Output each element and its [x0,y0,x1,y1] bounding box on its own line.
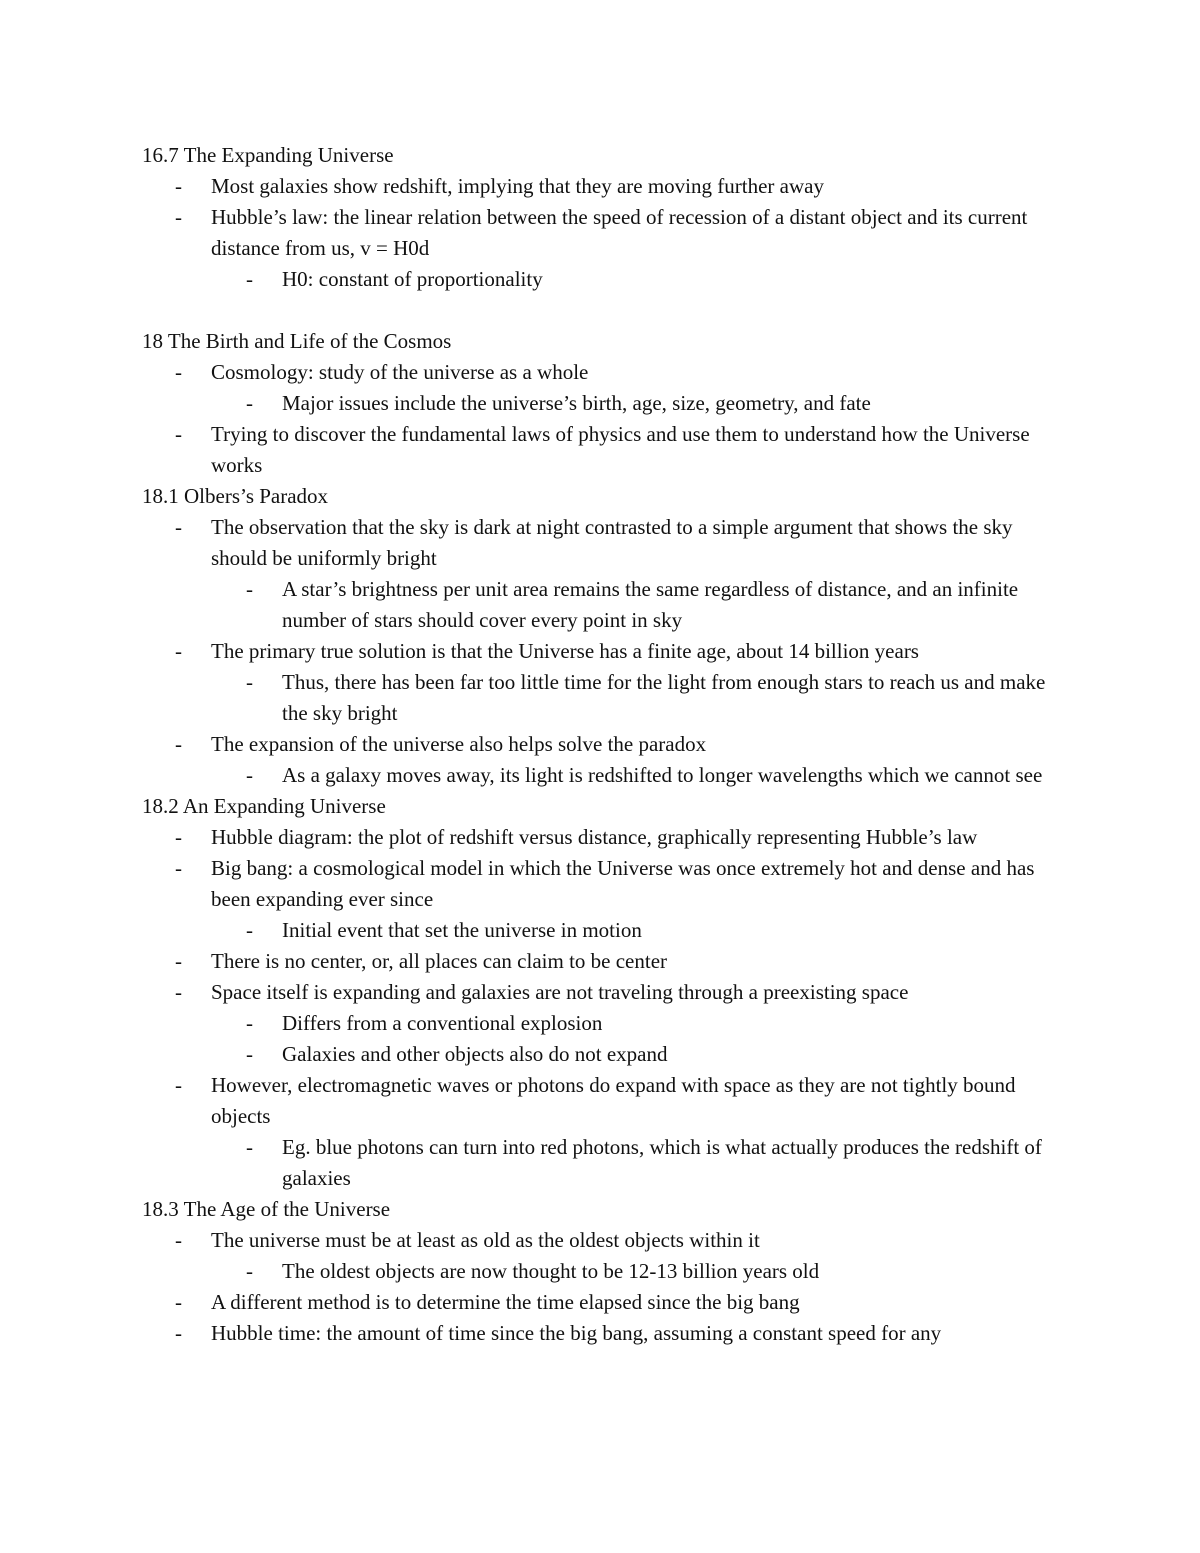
bullet-dash: - [246,763,253,787]
list-item [142,977,1072,1008]
bullet-dash: - [175,1073,182,1097]
list-item [142,1039,1072,1070]
list-item [142,853,1072,915]
section-heading: 18 The Birth and Life of the Cosmos [142,329,452,353]
list-item [142,1318,1072,1349]
bullet-dash: - [175,515,182,539]
list-item [142,636,1072,667]
list-item-text: Differs from a conventional explosion [282,1011,603,1035]
bullet-dash: - [246,577,253,601]
list-item-text: Galaxies and other objects also do not expand [282,1042,668,1066]
list-item-text: Big bang: a cosmological model in which the Universe was once extremely hot and dense and has been expanding ever since [211,856,1035,911]
spacer [142,295,1072,326]
list-item-text: However, electromagnetic waves or photons do expand with space as they are not tightly bound objects [211,1073,1016,1128]
bullet-dash: - [246,1011,253,1035]
section-heading: 18.1 Olbers’s Paradox [142,484,329,508]
section-heading: 16.7 The Expanding Universe [142,143,394,167]
list-item-text: Hubble time: the amount of time since the big bang, assuming a constant speed for any [211,1321,942,1345]
bullet-dash: - [175,1228,182,1252]
list-item [142,822,1072,853]
bullet-dash: - [175,1290,182,1314]
list-item [142,1008,1072,1039]
bullet-dash: - [246,1135,253,1159]
list-item [142,202,1072,264]
list-item-text: Thus, there has been far too little time for the light from enough stars to reach us and make the sky bright [282,670,1046,725]
list-item-text: There is no center, or, all places can claim to be center [211,949,668,973]
list-item [142,264,1072,295]
list-item [142,915,1072,946]
bullet-dash: - [175,205,182,229]
list-item [142,1070,1072,1132]
list-item-text: A star’s brightness per unit area remains the same regardless of distance, and an infinite number of stars should cover every point in sky [282,577,1019,632]
bullet-dash: - [175,732,182,756]
list-item-text: The primary true solution is that the Universe has a finite age, about 14 billion years [211,639,919,663]
bullet-dash: - [246,918,253,942]
list-item [142,388,1072,419]
list-item [142,667,1072,729]
list-item [142,1287,1072,1318]
bullet-dash: - [175,639,182,663]
list-item-text: As a galaxy moves away, its light is redshifted to longer wavelengths which we cannot see [282,763,1043,787]
list-item [142,171,1072,202]
list-item-text: The observation that the sky is dark at night contrasted to a simple argument that shows the sky should be uniformly bright [211,515,1013,570]
section-heading: 18.2 An Expanding Universe [142,794,386,818]
list-item [142,357,1072,388]
list-item [142,1256,1072,1287]
bullet-dash: - [246,391,253,415]
list-item-text: Initial event that set the universe in motion [282,918,642,942]
list-item [142,574,1072,636]
bullet-dash: - [175,360,182,384]
list-item-text: H0: constant of proportionality [282,267,543,291]
section-heading: 18.3 The Age of the Universe [142,1197,391,1221]
bullet-dash: - [175,856,182,880]
list-item [142,1225,1072,1256]
bullet-dash: - [175,174,182,198]
list-item-text: Most galaxies show redshift, implying that they are moving further away [211,174,824,198]
list-item-text: Major issues include the universe’s birth, age, size, geometry, and fate [282,391,871,415]
list-item [142,729,1072,760]
bullet-dash: - [246,1259,253,1283]
list-item-text: The expansion of the universe also helps solve the paradox [211,732,707,756]
bullet-dash: - [246,670,253,694]
list-item-text: Trying to discover the fundamental laws of physics and use them to understand how the Universe works [211,422,1030,477]
list-item-text: Cosmology: study of the universe as a whole [211,360,589,384]
list-item [142,1132,1072,1194]
list-item [142,512,1072,574]
list-item-text: The oldest objects are now thought to be 12-13 billion years old [282,1259,820,1283]
list-item [142,760,1072,791]
list-item-text: Eg. blue photons can turn into red photons, which is what actually produces the redshift of galaxies [282,1135,1042,1190]
list-item-text: A different method is to determine the time elapsed since the big bang [211,1290,800,1314]
bullet-dash: - [175,422,182,446]
bullet-dash: - [175,825,182,849]
bullet-dash: - [246,1042,253,1066]
list-item-text: The universe must be at least as old as the oldest objects within it [211,1228,760,1252]
bullet-dash: - [246,267,253,291]
list-item-text: Hubble diagram: the plot of redshift versus distance, graphically representing Hubble’s law [211,825,978,849]
list-item-text: Hubble’s law: the linear relation between the speed of recession of a distant object and its current distance from us, v = H0d [211,205,1028,260]
bullet-dash: - [175,949,182,973]
bullet-dash: - [175,980,182,1004]
bullet-dash: - [175,1321,182,1345]
document-page [142,140,1072,1349]
list-item-text: Space itself is expanding and galaxies are not traveling through a preexisting space [211,980,909,1004]
list-item [142,946,1072,977]
list-item [142,419,1072,481]
